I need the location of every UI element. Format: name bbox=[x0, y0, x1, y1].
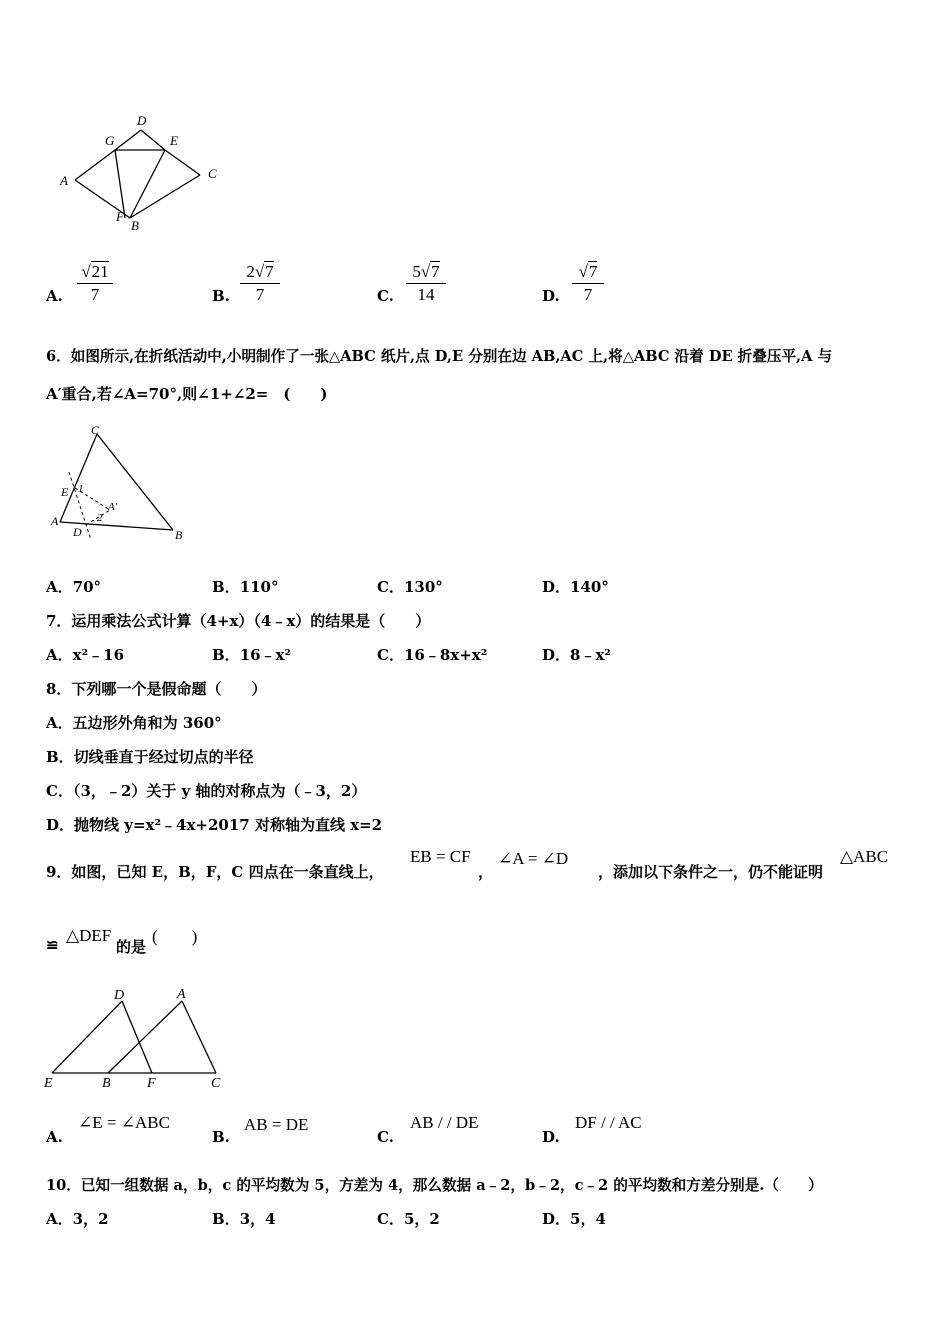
q6-option-a: A．70° bbox=[46, 578, 102, 596]
q9-math-eb-cf: EB = CF bbox=[410, 847, 471, 866]
q9-option-b-text: AB = DE bbox=[244, 1115, 309, 1134]
q9-stem-c: 的是 bbox=[116, 938, 147, 956]
q8-option-b: B．切线垂直于经过切点的半径 bbox=[46, 748, 254, 766]
q10-option-d: D．5，4 bbox=[542, 1210, 606, 1228]
q9-math-angle-a-d: ∠A = ∠D bbox=[498, 849, 569, 868]
q6-label-A: A bbox=[51, 514, 59, 528]
q5-option-a-letter: A. bbox=[46, 287, 63, 305]
q5-label-G: G bbox=[105, 133, 115, 148]
q6-stem-line1: 6．如图所示,在折纸活动中,小明制作了一张△ABC 纸片,点 D,E 分别在边 AB,AC 上,将△ABC 沿着 DE 折叠压平,A 与 bbox=[46, 348, 833, 365]
q5-label-E: E bbox=[170, 133, 178, 148]
q6-label-1: 1 bbox=[78, 483, 84, 495]
q5-option-c-letter: C. bbox=[377, 287, 394, 305]
q9-option-d-letter: D. bbox=[542, 1128, 560, 1146]
q10-option-c: C．5，2 bbox=[377, 1210, 440, 1228]
q6-option-d: D．140° bbox=[542, 578, 609, 596]
q6-option-c: C．130° bbox=[377, 578, 443, 596]
q10-option-b: B．3，4 bbox=[212, 1210, 276, 1228]
q5-label-C: C bbox=[208, 166, 217, 181]
q6-option-b: B．110° bbox=[212, 578, 279, 596]
q8-option-a: A．五边形外角和为 360° bbox=[46, 714, 222, 732]
q9-option-b-letter: B. bbox=[212, 1128, 230, 1146]
q5-option-b-value: 2√7 7 bbox=[240, 262, 280, 305]
q7-option-c: C．16﹣8x+x² bbox=[377, 646, 488, 664]
q9-math-def: △DEF bbox=[66, 926, 112, 945]
q9-comma: ， bbox=[478, 863, 494, 881]
q7-option-d: D．8﹣x² bbox=[542, 646, 611, 664]
q9-option-c-letter: C. bbox=[377, 1128, 394, 1146]
q5-label-F: F bbox=[116, 209, 124, 224]
q8-option-d: D．抛物线 y=x²﹣4x+2017 对称轴为直线 x=2 bbox=[46, 816, 383, 834]
q9-label-E: E bbox=[44, 1076, 53, 1090]
q9-math-abc: △ABC bbox=[840, 847, 889, 866]
q5-option-b-letter: B. bbox=[212, 287, 230, 305]
q5-option-c-value: 5√7 14 bbox=[406, 262, 446, 305]
q7-option-a: A．x²﹣16 bbox=[46, 646, 125, 664]
q9-label-B: B bbox=[102, 1076, 111, 1090]
q8-option-c: C．（3，﹣2）关于 y 轴的对称点为（﹣3，2） bbox=[46, 782, 367, 800]
q9-label-D: D bbox=[114, 988, 125, 1003]
q9-label-F: F bbox=[147, 1076, 156, 1090]
q9-stem-b: ，添加以下条件之一，仍不能证明 bbox=[598, 863, 824, 881]
q10-stem: 10．已知一组数据 a，b，c 的平均数为 5，方差为 4，那么数据 a﹣2，b﹣2，c﹣2 的平均数和方差分别是.（ ） bbox=[46, 1177, 823, 1194]
q6-label-2: 2 bbox=[97, 512, 103, 524]
q6-label-B: B bbox=[175, 528, 183, 542]
q9-option-a-letter: A. bbox=[46, 1128, 63, 1146]
q9-stem-a: 9．如图，已知 E，B，F，C 四点在一条直线上， bbox=[46, 863, 384, 881]
q9-option-d-text: DF / / AC bbox=[575, 1113, 642, 1132]
q5-label-D: D bbox=[137, 113, 147, 128]
q8-stem: 8．下列哪一个是假命题（ ） bbox=[46, 680, 267, 698]
q9-figure bbox=[40, 985, 235, 1090]
q9-option-c-text: AB / / DE bbox=[410, 1113, 479, 1132]
q10-option-a: A．3，2 bbox=[46, 1210, 109, 1228]
q6-label-D: D bbox=[73, 525, 82, 539]
q5-option-d-value: √7 7 bbox=[572, 262, 604, 305]
q7-option-b: B．16﹣x² bbox=[212, 646, 292, 664]
q7-stem: 7．运用乘法公式计算（4+x）（4﹣x）的结果是（ ） bbox=[46, 612, 431, 630]
q5-figure bbox=[55, 110, 225, 235]
q6-label-E: E bbox=[61, 485, 69, 499]
q5-option-a-value: √21 7 bbox=[77, 262, 113, 305]
q9-label-C: C bbox=[211, 1076, 221, 1090]
q9-congruent: ≌ bbox=[46, 936, 59, 954]
q9-paren: ( ) bbox=[152, 927, 198, 946]
q9-option-a-text: ∠E = ∠ABC bbox=[78, 1113, 170, 1132]
q6-stem-line2: A′重合,若∠A=70°,则∠1+∠2= ( ) bbox=[46, 385, 328, 403]
q6-label-C: C bbox=[91, 423, 100, 437]
q9-label-A: A bbox=[177, 987, 186, 1002]
q5-option-d-letter: D. bbox=[542, 287, 560, 305]
q5-label-B: B bbox=[131, 218, 139, 233]
q6-label-A-prime: A′ bbox=[108, 501, 118, 513]
q5-label-A: A bbox=[60, 173, 68, 188]
q6-figure bbox=[45, 422, 195, 547]
